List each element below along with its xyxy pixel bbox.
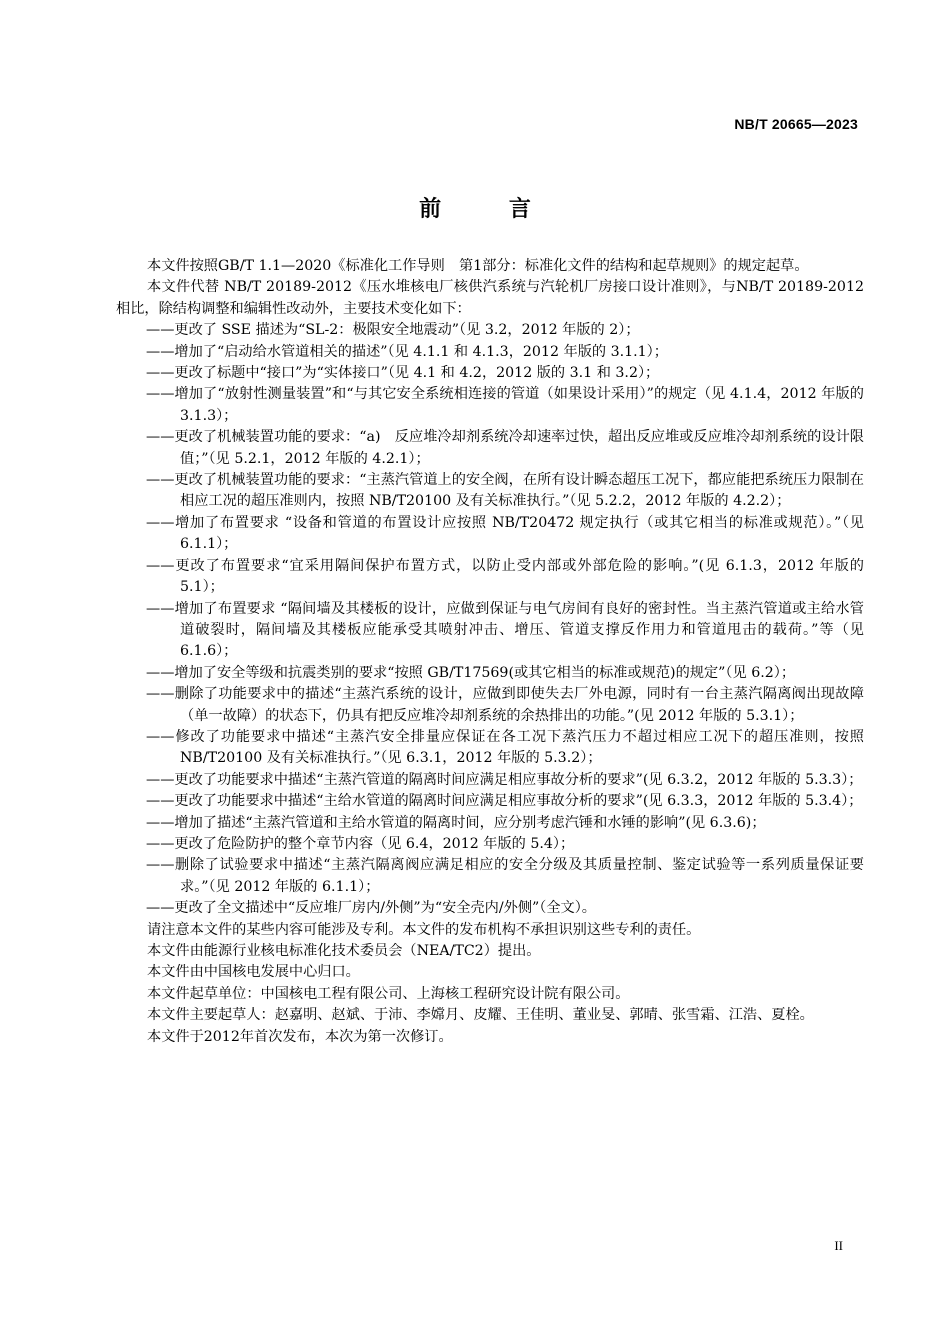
change-item: ——更改了功能要求中描述“主给水管道的隔离时间应满足相应事故分析的要求”(见 6.3.3，2012 年版的 5.3.4）； — [146, 793, 863, 810]
change-item: ——增加了布置要求 “设备和管道的布置设计应按照 NB/T20472 规定执行（或其它相当的标准或规范）。”（见 6.1.1）； — [146, 514, 864, 553]
change-item: ——更改了机械装置功能的要求：“a) 反应堆冷却剂系统冷却速率过快，超出反应堆或反应堆冷却剂系统的设计限值；”（见 5.2.1，2012 年版的 4.2.1）； — [146, 429, 864, 467]
change-item: ——删除了试验要求中描述“主蒸汽隔离阀应满足相应的安全分级及其质量控制、鉴定试验等一系列质量保证要求。”（见 2012 年版的 6.1.1）； — [146, 857, 864, 895]
change-item: ——增加了描述“主蒸汽管道和主给水管道的隔离时间，应分别考虑汽锤和水锤的影响”(见 6.3.6)； — [146, 814, 766, 831]
closing-paragraph: 本文件起草单位：中国核电工程有限公司、上海核工程研究设计院有限公司。 — [147, 985, 630, 1002]
closing-paragraph: 本文件主要起草人：赵嘉明、赵斌、于沛、李嫦月、皮耀、王佳明、董业旻、郭晴、张雪霜、江浩、夏栓。 — [147, 1007, 814, 1024]
closing-paragraph: 请注意本文件的某些内容可能涉及专利。本文件的发布机构不承担识别这些专利的责任。 — [147, 921, 701, 938]
change-item: ——更改了标题中“接口”为“实体接口”（见 4.1 和 4.2，2012 版的 3.1 和 3.2）； — [146, 365, 660, 382]
intro-paragraph: 本文件代替 NB/T 20189-2012《压水堆核电厂核供汽系统与汽轮机厂房接口设计准则》，与NB/T 20189-2012相比，除结构调整和编辑性改动外，主要技术变化如下： — [116, 279, 864, 317]
foreword-body — [116, 256, 864, 1048]
change-item: ——更改了 SSE 描述为“SL-2：极限安全地震动”（见 3.2，2012 年版的 2）； — [146, 322, 640, 339]
change-item: ——更改了全文描述中“反应堆厂房内/外侧”为“安全壳内/外侧”（全文）。 — [146, 900, 596, 917]
change-item: ——更改了机械装置功能的要求：“主蒸汽管道上的安全阀，在所有设计瞬态超压工况下，都应能把系统压力限制在相应工况的超压准则内，按照 NB/T20100 及有关标准执行。”（见 5.2.2，2012 年版的 4.2.2）； — [146, 472, 864, 510]
change-item: ——修改了功能要求中描述“主蒸汽安全排量应保证在各工况下蒸汽压力不超过相应工况下的超压准则，按照 NB/T20100 及有关标准执行。”（见 6.3.1，2012 年版的 5.3.2）； — [146, 728, 864, 767]
standard-code: NB/T 20665—2023 — [734, 116, 858, 132]
change-item: ——更改了危险防护的整个章节内容（见 6.4，2012 年版的 5.4）； — [146, 835, 575, 852]
change-item: ——增加了“启动给水管道相关的描述”（见 4.1.1 和 4.1.3，2012 年版的 3.1.1）； — [146, 343, 668, 360]
closing-paragraph: 本文件由能源行业核电标准化技术委员会（NEA/TC2）提出。 — [147, 943, 541, 959]
closing-paragraph: 本文件由中国核电发展中心归口。 — [147, 964, 360, 981]
intro-paragraph: 本文件按照GB/T 1.1—2020《标准化工作导则 第1部分：标准化文件的结构和起草规则》的规定起草。 — [147, 258, 809, 274]
closing-paragraph: 本文件于2012年首次发布，本次为第一次修订。 — [147, 1028, 453, 1045]
change-item: ——增加了安全等级和抗震类别的要求“按照 GB/T17569(或其它相当的标准或规范)的规定”（见 6.2）； — [146, 664, 796, 681]
change-item: ——更改了功能要求中描述“主蒸汽管道的隔离时间应满足相应事故分析的要求”(见 6.3.2，2012 年版的 5.3.3）； — [146, 771, 863, 788]
page-number: II — [834, 1238, 843, 1253]
page-title: 前 言 — [419, 197, 561, 222]
change-item: ——更改了布置要求“宜采用隔间保护布置方式，以防止受内部或外部危险的影响。”(见 6.1.3，2012 年版的 5.1）； — [146, 557, 864, 596]
change-item: ——删除了功能要求中的描述“主蒸汽系统的设计，应做到即使失去厂外电源，同时有一台主蒸汽隔离阀出现故障（单一故障）的状态下，仍具有把反应堆冷却剂系统的余热排出的功能。”(见 2012 年版的 5.3.1）； — [146, 686, 864, 724]
change-item: ——增加了布置要求 “隔间墙及其楼板的设计，应做到保证与电气房间有良好的密封性。当主蒸汽管道或主给水管道破裂时，隔间墙及其楼板应能承受其喷射冲击、增压、管道支撑反作用力和管道甩击的载荷。”等（见 6.1.6）； — [146, 600, 864, 660]
change-item: ——增加了“放射性测量装置”和“与其它安全系统相连接的管道（如果设计采用）”的规定（见 4.1.4，2012 年版的 3.1.3）； — [146, 386, 864, 424]
